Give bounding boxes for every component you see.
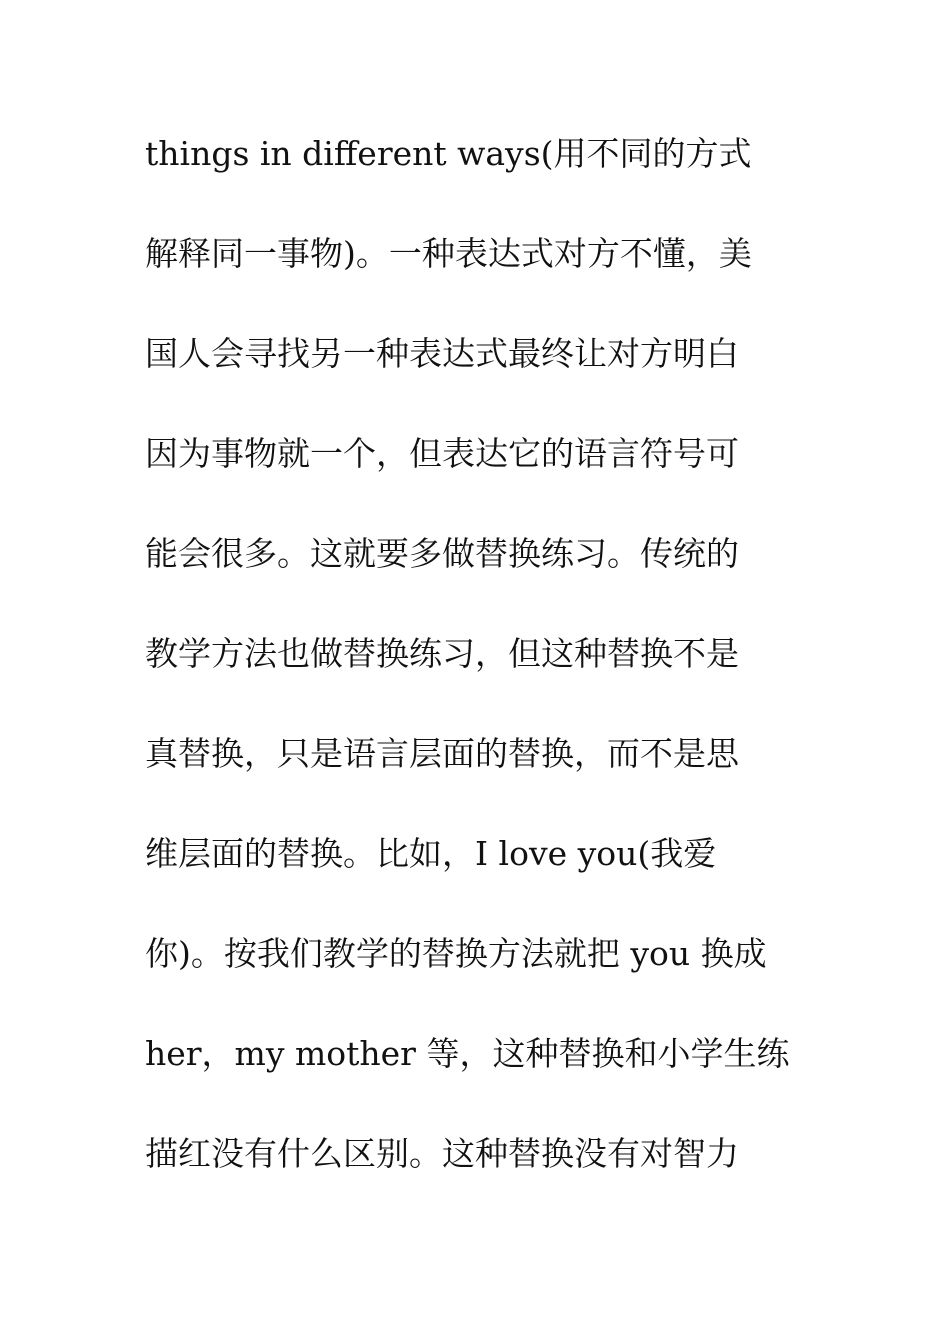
text-line-6: 教学方法也做替换练习，但这种替换不是 — [145, 634, 739, 673]
text-line-3: 国人会寻找另一种表达式最终让对方明白 — [145, 334, 739, 373]
text-line-11: 描红没有什么区别。这种替换没有对智力 — [145, 1134, 739, 1173]
body-text — [145, 124, 815, 1224]
text-line-2: 解释同一事物)。一种表达式对方不懂，美 — [145, 234, 752, 273]
text-line-4: 因为事物就一个，但表达它的语言符号可 — [145, 434, 739, 473]
text-line-5: 能会很多。这就要多做替换练习。传统的 — [145, 534, 739, 573]
text-line-7: 真替换，只是语言层面的替换，而不是思 — [145, 734, 739, 773]
text-line-9: 你)。按我们教学的替换方法就把 you 换成 — [145, 934, 767, 973]
text-line-10: her，my mother 等，这种替换和小学生练 — [145, 1034, 790, 1073]
text-line-1: things in different ways(用不同的方式 — [145, 134, 752, 173]
text-line-8: 维层面的替换。比如，I love you(我爱 — [145, 834, 717, 873]
